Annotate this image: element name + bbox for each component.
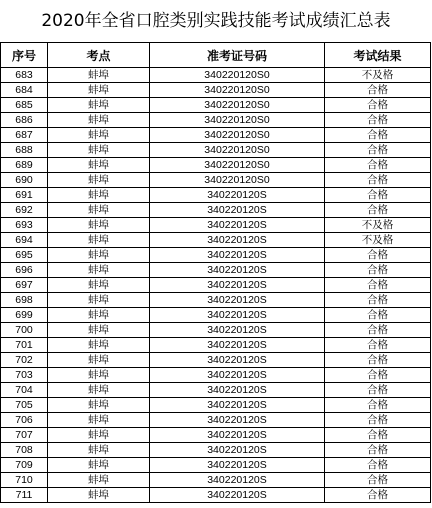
table-row [1,218,431,233]
row-exam-result: 合格 [325,98,431,113]
row-ticket-number: 340220120S [150,473,325,488]
table-row [1,293,431,308]
row-exam-result: 合格 [325,263,431,278]
row-ticket-number: 340220120S0 [150,113,325,128]
table-row [1,98,431,113]
row-ticket-number: 340220120S [150,278,325,293]
table-row [1,308,431,323]
table-row [1,488,431,503]
table-row [1,188,431,203]
row-exam-site: 蚌埠 [48,323,150,338]
row-ticket-number: 340220120S [150,428,325,443]
row-seq: 684 [1,83,48,98]
row-ticket-number: 340220120S [150,353,325,368]
table-row [1,203,431,218]
row-exam-result: 合格 [325,368,431,383]
row-exam-site: 蚌埠 [48,158,150,173]
row-ticket-number: 340220120S0 [150,83,325,98]
table-row [1,473,431,488]
header-exam-result: 考试结果 [325,43,431,68]
row-exam-result: 合格 [325,113,431,128]
row-exam-result: 合格 [325,203,431,218]
row-exam-site: 蚌埠 [48,488,150,503]
row-exam-site: 蚌埠 [48,398,150,413]
row-ticket-number: 340220120S [150,203,325,218]
row-exam-result: 合格 [325,473,431,488]
row-seq: 687 [1,128,48,143]
row-ticket-number: 340220120S0 [150,158,325,173]
row-exam-result: 合格 [325,428,431,443]
row-exam-site: 蚌埠 [48,203,150,218]
table-row [1,413,431,428]
row-seq: 685 [1,98,48,113]
row-ticket-number: 340220120S [150,248,325,263]
row-exam-result: 合格 [325,248,431,263]
table-row [1,443,431,458]
row-exam-result: 合格 [325,323,431,338]
table-row [1,158,431,173]
row-seq: 700 [1,323,48,338]
table-row [1,128,431,143]
row-seq: 692 [1,203,48,218]
row-seq: 699 [1,308,48,323]
table-row [1,83,431,98]
row-ticket-number: 340220120S [150,488,325,503]
row-exam-result: 合格 [325,383,431,398]
row-exam-site: 蚌埠 [48,173,150,188]
row-exam-site: 蚌埠 [48,248,150,263]
row-seq: 698 [1,293,48,308]
row-seq: 701 [1,338,48,353]
row-ticket-number: 340220120S0 [150,173,325,188]
header-exam-site: 考点 [48,43,150,68]
table-row [1,68,431,83]
row-ticket-number: 340220120S [150,383,325,398]
row-exam-result: 不及格 [325,233,431,248]
row-seq: 708 [1,443,48,458]
row-seq: 695 [1,248,48,263]
row-ticket-number: 340220120S [150,458,325,473]
row-seq: 704 [1,383,48,398]
row-exam-result: 合格 [325,83,431,98]
row-exam-site: 蚌埠 [48,263,150,278]
row-seq: 711 [1,488,48,503]
row-seq: 710 [1,473,48,488]
row-exam-result: 合格 [325,188,431,203]
row-exam-site: 蚌埠 [48,368,150,383]
row-ticket-number: 340220120S [150,233,325,248]
row-exam-result: 不及格 [325,218,431,233]
row-exam-site: 蚌埠 [48,413,150,428]
row-ticket-number: 340220120S [150,368,325,383]
row-exam-site: 蚌埠 [48,68,150,83]
table-row [1,398,431,413]
row-exam-site: 蚌埠 [48,83,150,98]
table-row [1,458,431,473]
table-row [1,338,431,353]
table-row [1,233,431,248]
row-seq: 705 [1,398,48,413]
row-exam-site: 蚌埠 [48,143,150,158]
row-exam-result: 合格 [325,338,431,353]
row-exam-site: 蚌埠 [48,338,150,353]
row-exam-site: 蚌埠 [48,308,150,323]
table-row [1,173,431,188]
header-row [1,43,431,68]
row-exam-result: 合格 [325,413,431,428]
results-table [0,42,431,503]
row-ticket-number: 340220120S [150,338,325,353]
table-row [1,323,431,338]
sheet-title: 2020年全省口腔类别实践技能考试成绩汇总表 [41,11,391,31]
row-exam-site: 蚌埠 [48,98,150,113]
row-seq: 702 [1,353,48,368]
row-exam-result: 合格 [325,308,431,323]
row-ticket-number: 340220120S [150,413,325,428]
row-exam-site: 蚌埠 [48,278,150,293]
row-seq: 686 [1,113,48,128]
row-seq: 707 [1,428,48,443]
row-ticket-number: 340220120S [150,188,325,203]
row-ticket-number: 340220120S [150,293,325,308]
row-ticket-number: 340220120S0 [150,143,325,158]
row-exam-site: 蚌埠 [48,473,150,488]
table-body [1,68,431,503]
row-seq: 694 [1,233,48,248]
row-seq: 690 [1,173,48,188]
row-exam-result: 合格 [325,173,431,188]
row-exam-result: 合格 [325,143,431,158]
row-seq: 691 [1,188,48,203]
row-ticket-number: 340220120S [150,263,325,278]
row-exam-result: 合格 [325,398,431,413]
row-ticket-number: 340220120S [150,398,325,413]
header-ticket-number: 准考证号码 [150,43,325,68]
row-exam-result: 合格 [325,128,431,143]
row-exam-result: 不及格 [325,68,431,83]
row-exam-site: 蚌埠 [48,113,150,128]
row-exam-site: 蚌埠 [48,188,150,203]
row-ticket-number: 340220120S0 [150,128,325,143]
row-exam-site: 蚌埠 [48,443,150,458]
row-exam-site: 蚌埠 [48,128,150,143]
table-row [1,428,431,443]
row-exam-site: 蚌埠 [48,218,150,233]
row-ticket-number: 340220120S [150,218,325,233]
row-seq: 703 [1,368,48,383]
table-row [1,263,431,278]
row-exam-result: 合格 [325,488,431,503]
row-ticket-number: 340220120S0 [150,98,325,113]
row-exam-result: 合格 [325,158,431,173]
row-seq: 689 [1,158,48,173]
row-exam-site: 蚌埠 [48,383,150,398]
row-ticket-number: 340220120S [150,308,325,323]
table-row [1,353,431,368]
row-seq: 688 [1,143,48,158]
row-ticket-number: 340220120S [150,323,325,338]
row-exam-result: 合格 [325,278,431,293]
row-seq: 693 [1,218,48,233]
table-row [1,113,431,128]
row-exam-result: 合格 [325,443,431,458]
header-seq: 序号 [1,43,48,68]
table-row [1,248,431,263]
row-exam-site: 蚌埠 [48,293,150,308]
row-exam-result: 合格 [325,293,431,308]
row-exam-result: 合格 [325,353,431,368]
row-exam-site: 蚌埠 [48,458,150,473]
table-row [1,383,431,398]
table-row [1,278,431,293]
table-row [1,368,431,383]
row-seq: 683 [1,68,48,83]
row-seq: 709 [1,458,48,473]
row-seq: 697 [1,278,48,293]
row-exam-site: 蚌埠 [48,353,150,368]
row-exam-site: 蚌埠 [48,233,150,248]
row-ticket-number: 340220120S [150,443,325,458]
row-exam-site: 蚌埠 [48,428,150,443]
row-ticket-number: 340220120S0 [150,68,325,83]
row-exam-result: 合格 [325,458,431,473]
row-seq: 696 [1,263,48,278]
row-seq: 706 [1,413,48,428]
table-row [1,143,431,158]
